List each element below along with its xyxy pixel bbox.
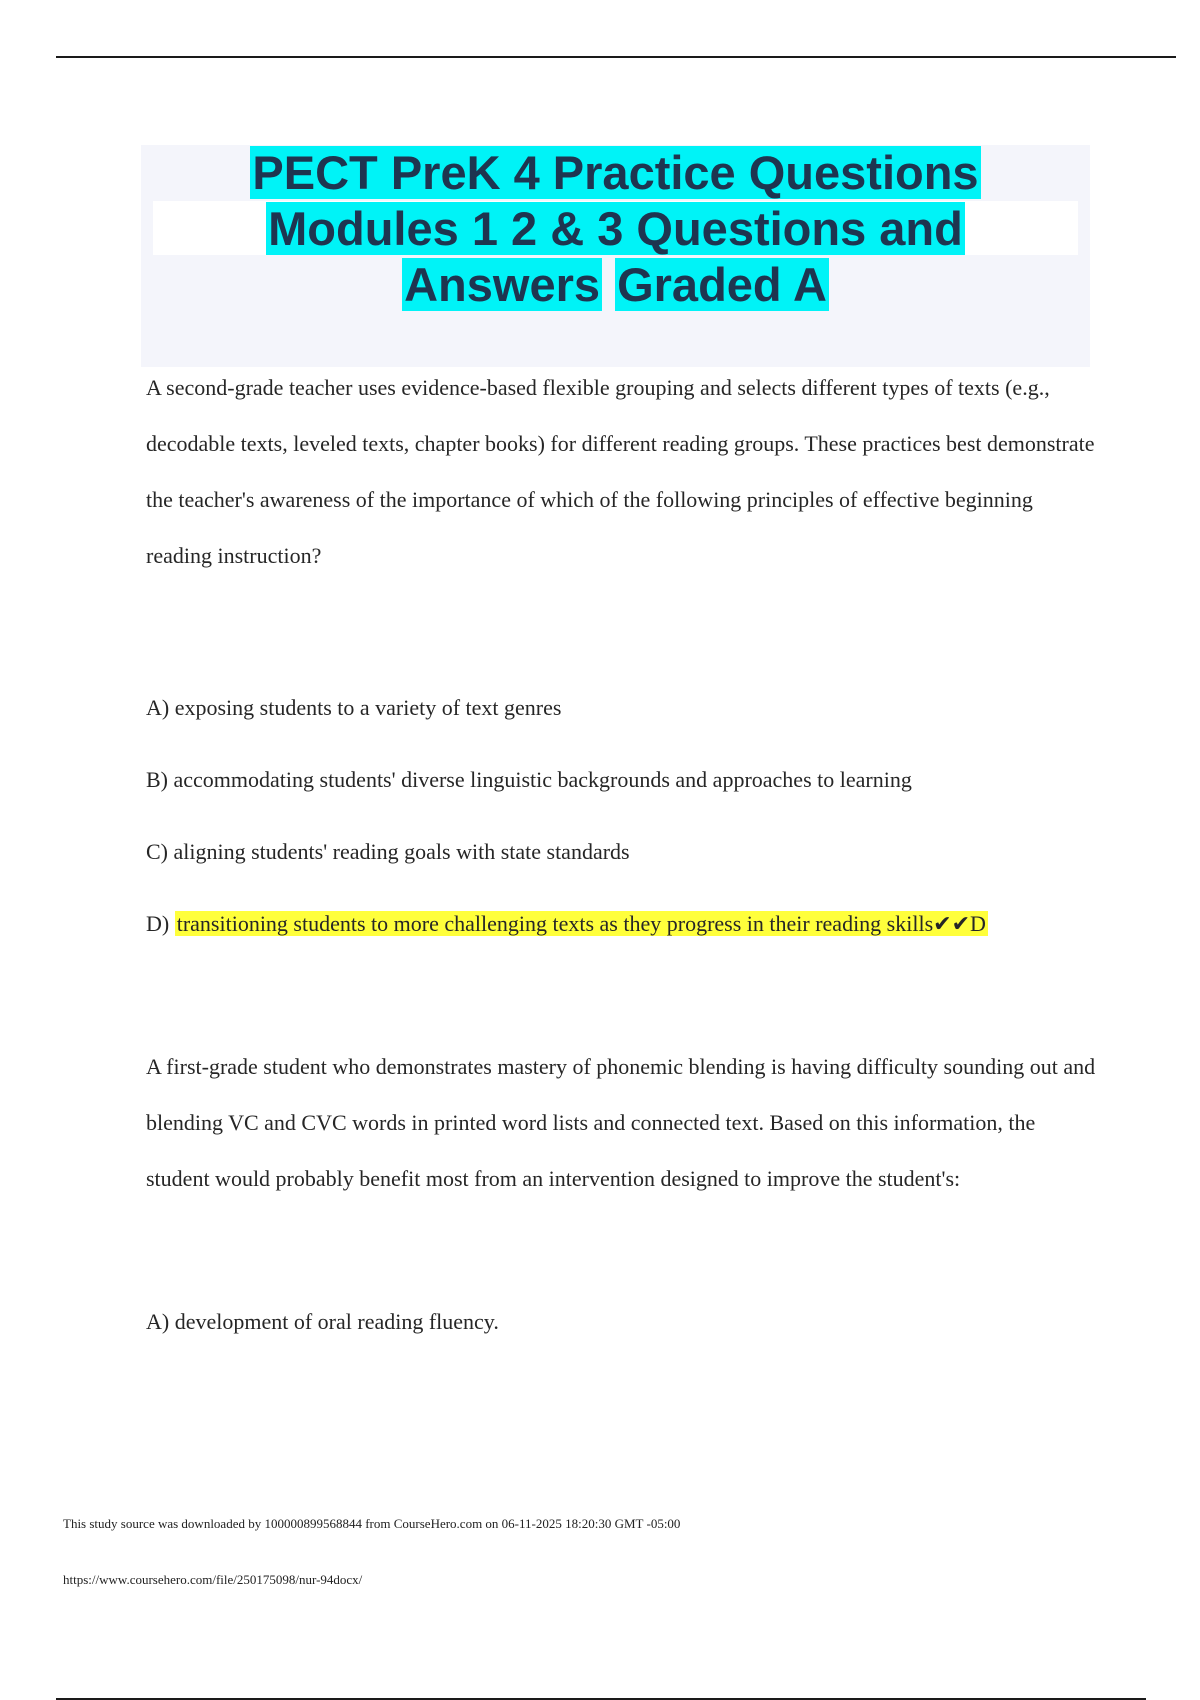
download-notice: This study source was downloaded by 100000899568844 from CourseHero.com on 06-11-2025 18:20:30 GMT -05:00 [63, 1516, 681, 1531]
question-1-option-a: A) exposing students to a variety of text genres [146, 695, 562, 720]
title-block [141, 145, 1090, 367]
question-2-stem: A first-grade student who demonstrates mastery of phonemic blending is having difficulty sounding out and blending VC and CVC words in printed word lists and connected text. Based on this information, the student would probably benefit most from an intervention designed to improve the student's: [146, 1054, 1096, 1191]
title-line-3b: Graded A [617, 258, 827, 311]
question-2-options [146, 1307, 1096, 1337]
document-title [141, 145, 1090, 313]
question-2-option-a: A) development of oral reading fluency. [146, 1309, 499, 1334]
title-line-1: PECT PreK 4 Practice Questions [252, 146, 979, 199]
highlighted-answer: transitioning students to more challenging texts as they progress in their reading skills✔✔D [176, 911, 986, 936]
document-body [146, 360, 1096, 1337]
question-1-options [146, 693, 1096, 939]
top-rule [56, 56, 1176, 58]
title-line-2: Modules 1 2 & 3 Questions and [268, 202, 963, 255]
question-1-option-c: C) aligning students' reading goals with state standards [146, 839, 630, 864]
source-url: https://www.coursehero.com/file/250175098/nur-94docx/ [63, 1572, 363, 1587]
title-line-3a: Answers [404, 258, 601, 311]
answer-prefix: D) [146, 911, 175, 936]
question-1-stem: A second-grade teacher uses evidence-based flexible grouping and selects different types of texts (e.g., decodable texts, leveled texts, chapter books) for different reading groups. These practices best demonstrate the teacher's awareness of the importance of which of the following principles of effective beginning reading instruction? [146, 375, 1095, 568]
question-1-option-d [146, 909, 1096, 939]
question-1-option-b: B) accommodating students' diverse linguistic backgrounds and approaches to learning [146, 767, 912, 792]
